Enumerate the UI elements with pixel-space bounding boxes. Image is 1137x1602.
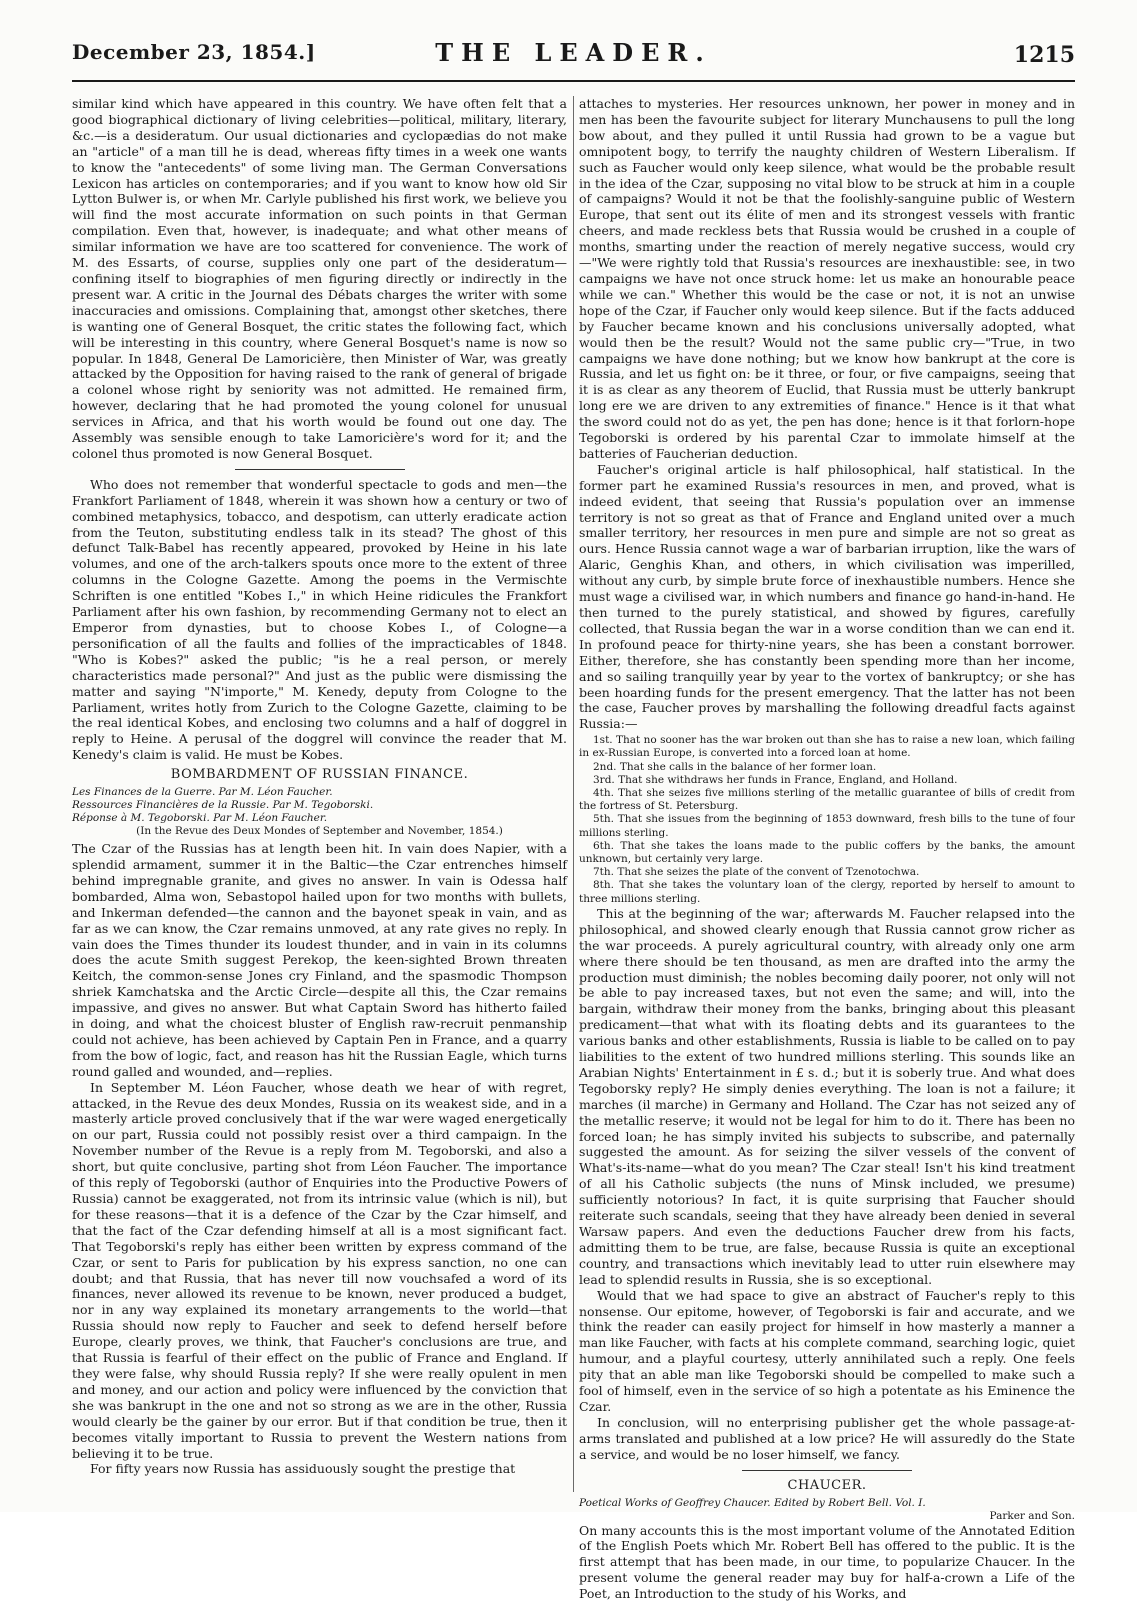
paragraph-fifty-years: For fifty years now Russia has assiduously sought the prestige that — [90, 1461, 516, 1477]
paragraph-biographical-dictionary: similar kind which have appeared in this country. We have often felt that a good biographical dictionary of living celebrities—political, military, literary, &c.—is a desideratum. Our usual dictionaries and cyclopædias do not make an "article" of a man till he is dead, whereas fifty times in a week one wants to know the "antecedents" of some living man. The German Conversations Lexicon has articles on contemporaries; and if you want to know how old Sir Lytton Bulwer is, or when Mr. Carlyle published his first work, we believe you will find the most accurate information on such points in that German compilation. Even that, however, is inadequate; and what other means of similar information we have are too scattered for convenience. The work of M. des Essarts, of course, supplies only one part of the desideratum—confining itself to biographies of men figuring directly or indirectly in the present war. A critic in the Journal des Débats charges the writer with some inaccuracies and omissions. Complaining that, amongst other sketches, there is wanting one of General Bosquet, the critic states the following fact, which will be interesting in this country, where General Bosquet's name is now so popular. In 1848, General De Lamoricière, then Minister of War, was greatly attacked by the Opposition for having raised to the rank of general of brigade a colonel whose right by seniority was not admitted. He remained firm, however, declaring that he had promoted the young colonel for unusual services in Africa, and that his worth would be found out one day. The Assembly was sensible enough to take Lamoricière's word for it; and the colonel thus promoted is now General Bosquet. — [72, 96, 567, 461]
separator-rule — [742, 1470, 912, 1471]
fact-item: 1st. That no sooner has the war broken out than she has to raise a new loan, which failing in ex-Russian Europe, is converted into a forced loan at home. — [579, 734, 1075, 760]
page-number: 1215 — [1013, 42, 1075, 68]
newspaper-title: THE LEADER. — [435, 38, 712, 67]
fact-item: 6th. That she takes the loans made to the public coffers by the banks, the amount unknown, but certainly very large. — [579, 839, 1075, 866]
paragraph-original-article: Faucher's original article is half philosophical, half statistical. In the former part he examined Russia's resources in men, and proved, what is indeed evident, that seeing that Russia's population over an immense territory is not so great as that of France and England united over a much smaller territory, her resources in men pure and simple are not so great as ours. Hence Russia cannot wage a war of barbarian irruption, like the wars of Alaric, Genghis Khan, and others, in which civilisation was imperilled, without any curb, by simple brute force of inexhaustible numbers. Hence she must wage a civilised war, in which numbers and finance go hand-in-hand. He then turned to the purely statistical, and showed by figures, carefully collected, that Russia began the war in a worse condition than we can end it. In profound peace for thirty-nine years, she has been a constant borrower. Either, therefore, she has constantly been spending more than her income, and so sailing tranquilly year by year to the vortex of bankruptcy; or she has been hoarding funds for the present emergency. That the latter has not been the case, Faucher proves by marshalling the following dreadful facts against Russia:— — [579, 461, 1075, 732]
paragraph-beginning-of-war: This at the beginning of the war; afterwards M. Faucher relapsed into the philosophical, and showed clearly enough that Russia cannot grow richer as the war proceeds. A purely agricultural country, with already only one arm where there should be ten thousand, as men are drafted into the army the production must diminish; the nobles becoming daily poorer, not only will not be able to pay increased taxes, but not even the same; and will, into the bargain, withdraw their money from the banks, bringing about this pleasant predicament—that what with its floating debts and its guarantees to the various banks and other establishments, Russia is liable to be called on to pay liabilities to the extent of two hundred millions sterling. This sounds like an Arabian Nights' Entertainment in £ s. d.; but it is soberly true. And what does Tegoborsky reply? He simply denies everything. The loan is not a failure; it marches (il marche) in Germany and Holland. The Czar has not seized any of the metallic reserve; it would not be legal for him to do it. There has been no forced loan; he has simply invited his subjects to subscribe, and paternally suggested the amount. As for seizing the silver vessels of the convent of What's-its-name—what do you mean? The Czar steal! Isn't his kind treatment of all his Catholic subjects (the nuns of Minsk included, we presume) sufficiently notorious? In fact, it is quite surprising that Faucher should reiterate such scandals, seeing that they have already been denied in several Warsaw papers. And even the deductions Faucher drew from his facts, admitting them to be true, are false, because Russia is quite an exceptional country, and transactions which inevitably lead to utter ruin elsewhere may lead to splendid results in Russia, she is so exceptional. — [579, 905, 1076, 1287]
separator-rule — [235, 469, 405, 470]
paragraph-mysteries: attaches to mysteries. Her resources unknown, her power in money and in men has been the favourite subject for literary Munchausens to pull the long bow about, and they pulled it until Russia had grown to be a vague but omnipotent bogy, to terrify the naughty children of Western Liberalism. If such as Faucher would only keep silence, what would be the probable result in the idea of the Czar, supposing no vital blow to be struck at him in a couple of campaigns? Would it not be that the foolishly-sanguine public of Western Europe, that sent out its élite of men and its strongest vessels with frantic cheers, and made reckless bets that Russia would be crushed in a couple of months, smarting under the reaction of merely negative success, would cry—"We were rightly told that Russia's resources are inexhaustible: see, in two campaigns we have not once struck home: let us make an honourable peace while we can." Whether this would be the case or not, it is not an unwise hope of the Czar, if Faucher only would keep silence. But if the facts adduced by Faucher became known and his conclusions universally adopted, what would then be the result? Would not the same public cry—"True, in two campaigns we have done nothing; but we know how bankrupt at the core is Russia, and let us fight on: be it three, or four, or five campaigns, seeing that it is as clear as any theorem of Euclid, that Russia must be utterly bankrupt long ere we are driven to any extremities of finance." Hence is it that what the sword could not do as yet, the pen has done; hence is it that forlorn-hope Tegoborski is ordered by his parental Czar to immolate himself at the batteries of Faucherian deduction. — [579, 96, 1075, 461]
paragraph-czar-hit: The Czar of the Russias has at length been hit. In vain does Napier, with a splendid armament, summer it in the Baltic—the Czar entrenches himself behind impregnable granite, and gives no answer. In vain is Odessa half bombarded, Alma won, Sebastopol hailed upon for two months with bullets, and Inkerman defended—the cannon and the bayonet speak in vain, and as far as we can know, the Czar remains unmoved, at any rate gives no reply. In vain does the Times thunder its loudest thunder, and in vain in its columns does the acute Smith suggest Perekop, the keen-sighted Brown threaten Keitch, the common-sense Jones cry Finland, and the spasmodic Thompson shriek Kamchatska and the Arctic Circle—despite all this, the Czar remains impassive, and gives no answer. But what Captain Sword has hitherto failed in doing, and what the choicest bluster of English raw-recruit penmanship could not achieve, has been achieved by Captain Pen in France, and a quarry from the bow of logic, fact, and reason has hit the Russian Eagle, which turns round galled and wounded, and—replies. — [72, 841, 567, 1079]
paragraph-abstract: Would that we had space to give an abstract of Faucher's reply to this nonsense. Our epitome, however, of Tegoborski is fair and accurate, and we think the reader can easily project for himself in how masterly a manner a man like Faucher, with facts at his complete command, searching logic, quiet humour, and a playful courtesy, utterly annihilated such a reply. One feels pity that an able man like Tegoborski should be compelled to make such a fool of himself, even in the service of so high a potentate as his Eminence the Czar. — [579, 1287, 1075, 1414]
column-divider — [573, 96, 574, 1492]
section-title-chaucer: CHAUCER. — [787, 1477, 867, 1493]
issue-date: December 23, 1854.] — [72, 40, 316, 64]
fact-item: 8th. That she takes the voluntary loan of the clergy, reported by herself to amount to three millions sterling. — [579, 879, 1075, 905]
fact-item: 3rd. That she withdraws her funds in France, England, and Holland. — [593, 773, 958, 786]
source-citation: Réponse à M. Tegoborski. Par M. Léon Faucher. — [72, 812, 328, 825]
right-column — [579, 96, 1076, 1602]
source-citation: Ressources Financières de la Russie. Par M. Tegoborski. — [72, 799, 374, 812]
paragraph-frankfort-parliament: Who does not remember that wonderful spectacle to gods and men—the Frankfort Parliament of 1848, wherein it was shown how a century or two of combined metaphysics, tobacco, and despotism, can utterly eradicate action from the Teuton, substituting endless talk in its stead? The ghost of this defunct Talk-Babel has recently appeared, provoked by Heine in his late volumes, and one of the arch-talkers spouts once more to the extent of three columns in the Cologne Gazette. Among the poems in the Vermischte Schriften is one entitled "Kobes I.," in which Heine ridicules the Frankfort Parliament after his own fashion, by recommending Germany not to elect an Emperor from dynasties, but to choose Kobes I., of Cologne—a personification of all the faults and follies of the impracticables of 1848. "Who is Kobes?" asked the public; "is he a real person, or merely characteristics made personal?" And just as the public were dismissing the matter and saying "N'importe," M. Kenedy, deputy from Cologne to the Parliament, writes hotly from Zurich to the Cologne Gazette, claiming to be the real identical Kobes, and enclosing two columns and a half of doggrel in reply to Heine. A perusal of the doggrel will convince the reader that M. Kenedy's claim is valid. He must be Kobes. — [72, 476, 567, 763]
source-citation: Les Finances de la Guerre. Par M. Léon Faucher. — [72, 786, 333, 799]
source-citation: Poetical Works of Geoffrey Chaucer. Edited by Robert Bell. Vol. I. — [579, 1496, 926, 1509]
paragraph-faucher-attack: In September M. Léon Faucher, whose death we hear of with regret, attacked, in the Revue des deux Mondes, Russia on its weakest side, and in a masterly article proved conclusively that if the war were waged energetically on our part, Russia could not possibly resist over a third campaign. In the November number of the Revue is a reply from M. Tegoborski, and also a short, but quite conclusive, parting shot from Léon Faucher. The importance of this reply of Tegoborski (author of Enquiries into the Productive Powers of Russia) cannot be exaggerated, not from its intrinsic value (which is nil), but for these reasons—that it is a defence of the Czar by the Czar himself, and that the fact of the Czar defending himself at all is a most significant fact. That Tegoborski's reply has either been written by express command of the Czar, or sent to Paris for publication by his express sanction, no one can doubt; and that Russia, that has never till now vouchsafed a word of its finances, never allowed its revenue to be known, never produced a budget, nor in any way explained its monetary arrangements to the world—that Russia should now reply to Faucher and seek to defend herself before Europe, clearly proves, we think, that Faucher's conclusions are true, and that Russia is fearful of their effect on the public of France and England. If they were false, why should Russia reply? If she were really opulent in men and money, and our action and policy were influenced by the conviction that she was bankrupt in the one and not so strong as we are in the other, Russia would clearly be the gainer by our error. But if that condition be true, then it becomes vitally important to Russia to prevent the Western nations from believing it to be true. — [72, 1079, 567, 1461]
fact-item: 4th. That she seizes five millions sterling of the metallic guarantee of bills of credit from the fortress of St. Petersburg. — [579, 787, 1075, 813]
section-title-russian-finance: BOMBARDMENT OF RUSSIAN FINANCE. — [170, 767, 469, 783]
masthead — [72, 36, 1075, 84]
fact-item: 5th. That she issues from the beginning of 1853 downward, fresh bills to the tune of four millions sterling. — [579, 813, 1075, 839]
paragraph-conclusion: In conclusion, will no enterprising publisher get the whole passage-at-arms translated and published at a low price? He will assuredly do the State a service, and would be no loser himself, we fancy. — [579, 1414, 1075, 1462]
left-column — [72, 96, 567, 1492]
publisher-byline: Parker and Son. — [989, 1509, 1075, 1522]
masthead-rule — [72, 80, 1075, 82]
fact-item: 7th. That she seizes the plate of the convent of Tzenotochwa. — [593, 866, 920, 879]
fact-item: 2nd. That she calls in the balance of her former loan. — [593, 760, 877, 773]
source-note: (In the Revue des Deux Mondes of September and November, 1854.) — [136, 825, 503, 838]
paragraph-chaucer: On many accounts this is the most important volume of the Annotated Edition of the English Poets which Mr. Robert Bell has offered to the public. It is the first attempt that has been made, in our time, to popularize Chaucer. In the present volume the general reader may buy for half-a-crown a Life of the Poet, an Introduction to the study of his Works, and — [579, 1522, 1075, 1602]
